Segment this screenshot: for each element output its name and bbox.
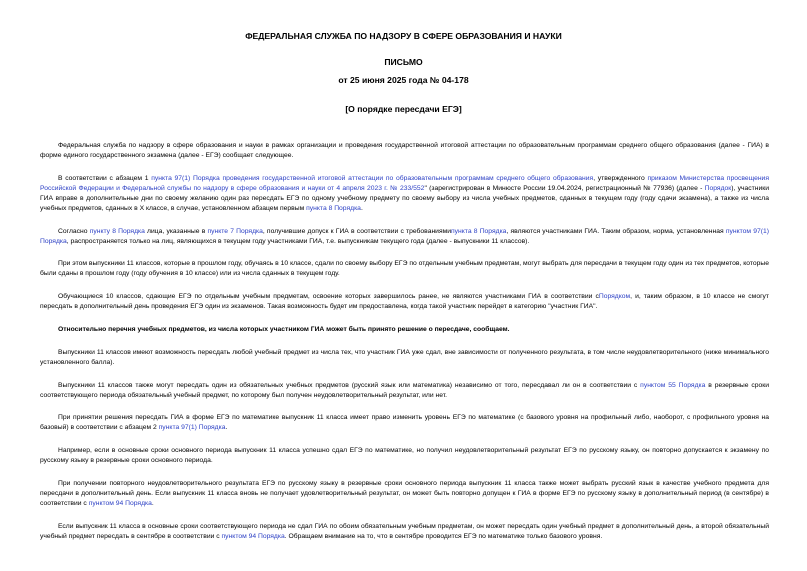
link-order[interactable]: Порядок <box>704 184 732 192</box>
paragraph-grade10-students: Обучающиеся 10 классов, сдающие ЕГЭ по отдельным учебным предметам, освоение которых завершилось ранее, не являются участниками ГИА в соответствии сПорядком, и, таким образом, в 10 классе не смогут пересдать в дополнительный день проведения ЕГЭ один из экзаменов. Такая возможность будет им предоставлена, когда такой участник перейдет в категорию "участник ГИА". <box>40 293 770 311</box>
paragraph-intro: Федеральная служба по надзору в сфере образования и науки в рамках организации и проведения государственной итоговой аттестации по образовательным программам среднего общего образования (далее - ГИА) в форме единого государственного экзамена (далее - ЕГЭ) сообщает следующее. <box>40 142 769 159</box>
paragraph-mandatory-subjects: Выпускники 11 классов также могут пересдать один из обязательных учебных предметов (русский язык или математика) независимо от того, пересдавал ли он в соответствии с пунктом 55 Порядка в резервные сроки соответствующего периода обязательный учебный предмет, по которому был получен неудовлетворительный результат, или нет. <box>40 381 769 399</box>
paragraph-participants: Согласно пункту 8 Порядка лица, указанные в пункте 7 Порядка, получившие допуск к ГИА в соответствии с требованиямипункта 8 Порядка, являются участниками ГИА. Таким образом, норма, установленная пунктом 97(1) Порядка, распространяется только на лиц, являющихся в текущем году участниками ГИА, т.е. выпускникам текущего года (далее - выпускники 11 классов). <box>40 227 769 245</box>
document-date-number: от 25 июня 2025 года № 04-178 <box>338 75 469 85</box>
paragraph-both-failed: Если выпускник 11 класса в основные сроки соответствующего периода не сдал ГИА по обоим обязательным учебным предметам, он может пересдать один учебный предмет в дополнительный день, а второй обязательный учебный предмет пересдать в сентябре в соответствии с пунктом 94 Порядка. Обращаем внимание на то, что в сентябре проводится ЕГЭ по математике только базового уровня. <box>40 522 769 540</box>
link-order-233-552[interactable]: приказом Министерства просвещения Российской Федерации и Федеральной службы по надзору в сфере образования и науки от 4 апреля 2023 г. № 233/552 <box>40 174 769 192</box>
paragraph-subject-list-heading: Относительно перечня учебных предметов, из числа которых участником ГИА может быть принято решение о пересдаче, сообщаем. <box>58 325 510 333</box>
document-subject: [О порядке пересдачи ЕГЭ] <box>345 104 462 114</box>
link-point-55-order[interactable]: пунктом 55 Порядка <box>640 381 706 389</box>
paragraph-math-level: При принятии решения пересдать ГИА в форме ЕГЭ по математике выпускник 11 класса имеет право изменить уровень ЕГЭ по математике (с базового уровня на профильный либо, наоборот, с профильного уровня на базовый) в соответствии с абзацем 2 пункта 97(1) Порядка. <box>40 414 769 432</box>
paragraph-legal-basis: В соответствии с абзацем 1 пункта 97(1) Порядка проведения государственной итоговой аттестации по образовательным программам среднего общего образования, утвержденного приказом Министерства просвещения Российской Федерации и Федеральной службы по надзору в сфере образования и науки от 4 апреля 2023 г. № 233/552" (зарегистрирован в Минюсте России 19.04.2024, регистрационный № 77936) (далее - Порядок), участники ГИА вправе в дополнительные дни по своему желанию один раз пересдать ЕГЭ по одному учебному предмету по своему выбору из числа учебных предметов, сданных в текущем году (году сдачи экзамена), а также из числа учебных предметов, сданных в X классе, в случае, установленном абзацем первым пункта 8 Порядка. <box>40 174 769 212</box>
link-point-7-order[interactable]: пункте 7 Порядка <box>207 227 263 235</box>
link-point-94-order[interactable]: пунктом 94 Порядка <box>88 499 152 507</box>
document-type: ПИСЬМО <box>384 57 423 67</box>
paragraph-example: Например, если в основные сроки основного периода выпускник 11 класса успешно сдал ЕГЭ по математике, но получил неудовлетворительный результат ЕГЭ по русскому языку, он повторно допускается к экзамену по русскому языку в резервные сроки основного периода. <box>40 447 769 465</box>
link-point-97-1-order[interactable]: пунктом 97(1) Порядка <box>40 227 769 245</box>
paragraph-any-subject: Выпускники 11 классов имеют возможность пересдать любой учебный предмет из числа тех, что участник ГИА уже сдал, вне зависимости от полученного результата, в том числе неудовлетворительного (ниже минимального установленного балла). <box>40 348 769 366</box>
link-point-94-order[interactable]: пунктом 94 Порядка <box>221 532 285 540</box>
link-point-8-order[interactable]: пункту 8 Порядка <box>89 227 145 235</box>
link-point-97-1-order[interactable]: пункта 97(1) Порядка проведения государственной итоговой аттестации по образовательным программам среднего общего образования <box>151 174 594 182</box>
agency-heading: ФЕДЕРАЛЬНАЯ СЛУЖБА ПО НАДЗОРУ В СФЕРЕ ОБРАЗОВАНИЯ И НАУКИ <box>245 31 562 41</box>
link-point-8-order[interactable]: пункта 8 Порядка <box>306 204 361 212</box>
link-point-97-1-order[interactable]: пункта 97(1) Порядка <box>158 424 226 432</box>
paragraph-grade10-subjects: При этом выпускники 11 классов, которые в прошлом году, обучаясь в 10 классе, сдали по своему выбору ЕГЭ по отдельным учебным предметам, могут выбрать для пересдачи в текущем году один из тех предметов, которые были сданы в прошлом году (году обучения в 10 классе) или из числа сданных в текущем году. <box>40 260 769 278</box>
paragraph-repeat-failure: При получении повторного неудовлетворительного результата ЕГЭ по русскому языку в резервные сроки основного периода выпускник 11 класса также может выбрать русский язык в качестве учебного предмета для пересдачи в дополнительный день. Если выпускник 11 класса вновь не получает удовлетворительный результат, он может быть повторно допущен к ГИА в форме ЕГЭ по русскому языку в дополнительный период (в сентябре) в соответствии с пунктом 94 Порядка. <box>40 479 769 507</box>
link-point-8-order[interactable]: пункта 8 Порядка <box>451 227 507 235</box>
link-order[interactable]: Порядком <box>598 293 631 301</box>
document-body <box>40 141 769 555</box>
